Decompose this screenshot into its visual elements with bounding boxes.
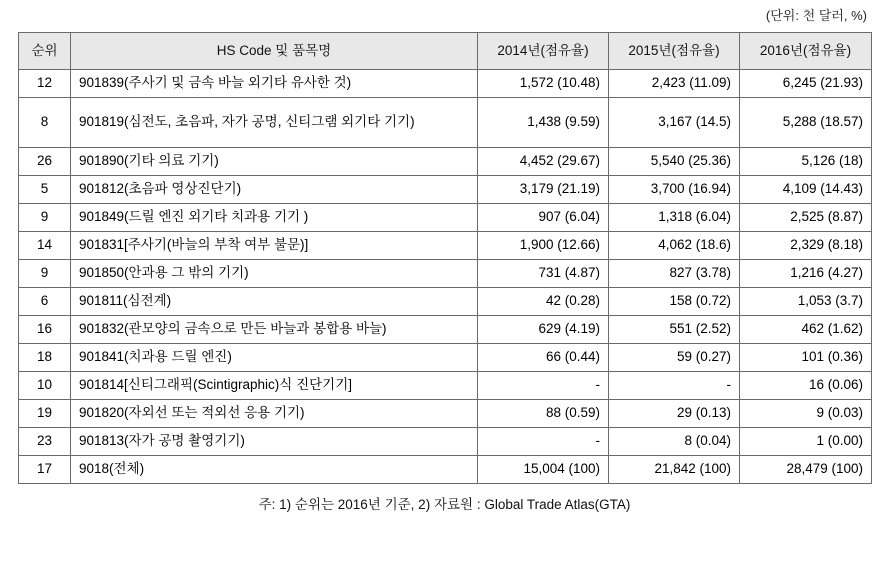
cell-name: 901811(심전계) <box>71 288 478 316</box>
cell-rank: 18 <box>19 344 71 372</box>
table-row <box>19 70 872 98</box>
column-header-rank: 순위 <box>19 33 71 70</box>
cell-2014: 1,900 (12.66) <box>478 232 609 260</box>
table-row <box>19 372 872 400</box>
table-row <box>19 98 872 148</box>
cell-2015: 5,540 (25.36) <box>609 148 740 176</box>
trade-statistics-table <box>18 32 872 484</box>
unit-note: (단위: 천 달러, %) <box>765 8 867 23</box>
cell-2016: 6,245 (21.93) <box>740 70 872 98</box>
cell-rank: 16 <box>19 316 71 344</box>
cell-2015: 1,318 (6.04) <box>609 204 740 232</box>
cell-rank: 10 <box>19 372 71 400</box>
table-row <box>19 176 872 204</box>
cell-2014: 88 (0.59) <box>478 400 609 428</box>
cell-2015: 8 (0.04) <box>609 428 740 456</box>
cell-name: 901819(심전도, 초음파, 자가 공명, 신티그램 외기타 기기) <box>71 98 478 148</box>
table-row <box>19 232 872 260</box>
cell-rank: 9 <box>19 204 71 232</box>
column-header-2016: 2016년(점유율) <box>740 33 872 70</box>
cell-2014: 907 (6.04) <box>478 204 609 232</box>
cell-name: 901814[신티그래픽(Scintigraphic)식 진단기기] <box>71 372 478 400</box>
cell-2015: 827 (3.78) <box>609 260 740 288</box>
cell-2015: 158 (0.72) <box>609 288 740 316</box>
table-body <box>19 70 872 484</box>
cell-2014: 15,004 (100) <box>478 456 609 484</box>
column-header-2015: 2015년(점유율) <box>609 33 740 70</box>
cell-2014: 4,452 (29.67) <box>478 148 609 176</box>
cell-2016: 1 (0.00) <box>740 428 872 456</box>
cell-2015: 3,700 (16.94) <box>609 176 740 204</box>
table-row <box>19 428 872 456</box>
table-row <box>19 316 872 344</box>
cell-rank: 26 <box>19 148 71 176</box>
cell-2016: 9 (0.03) <box>740 400 872 428</box>
cell-rank: 14 <box>19 232 71 260</box>
cell-name: 9018(전체) <box>71 456 478 484</box>
table-header <box>19 33 872 70</box>
cell-name: 901849(드릴 엔진 외기타 치과용 기기 ) <box>71 204 478 232</box>
table-row <box>19 400 872 428</box>
cell-name: 901812(초음파 영상진단기) <box>71 176 478 204</box>
cell-rank: 5 <box>19 176 71 204</box>
cell-2015: 2,423 (11.09) <box>609 70 740 98</box>
cell-2016: 16 (0.06) <box>740 372 872 400</box>
cell-2015: 4,062 (18.6) <box>609 232 740 260</box>
cell-2014: 1,572 (10.48) <box>478 70 609 98</box>
cell-2016: 1,053 (3.7) <box>740 288 872 316</box>
cell-name: 901890(기타 의료 기기) <box>71 148 478 176</box>
cell-2016: 101 (0.36) <box>740 344 872 372</box>
cell-2014: 42 (0.28) <box>478 288 609 316</box>
cell-2016: 462 (1.62) <box>740 316 872 344</box>
cell-2016: 1,216 (4.27) <box>740 260 872 288</box>
cell-2015: 21,842 (100) <box>609 456 740 484</box>
cell-name: 901832(관모양의 금속으로 만든 바늘과 봉합용 바늘) <box>71 316 478 344</box>
table-row <box>19 288 872 316</box>
cell-name: 901831[주사기(바늘의 부착 여부 불문)] <box>71 232 478 260</box>
cell-2014: 66 (0.44) <box>478 344 609 372</box>
cell-2014: 1,438 (9.59) <box>478 98 609 148</box>
cell-2015: - <box>609 372 740 400</box>
table-row <box>19 204 872 232</box>
cell-name: 901813(자가 공명 촬영기기) <box>71 428 478 456</box>
cell-rank: 23 <box>19 428 71 456</box>
cell-2014: 731 (4.87) <box>478 260 609 288</box>
cell-2016: 2,525 (8.87) <box>740 204 872 232</box>
cell-2015: 29 (0.13) <box>609 400 740 428</box>
cell-rank: 17 <box>19 456 71 484</box>
cell-name: 901850(안과용 그 밖의 기기) <box>71 260 478 288</box>
table-row <box>19 456 872 484</box>
table-row <box>19 260 872 288</box>
table-row <box>19 148 872 176</box>
cell-name: 901820(자외선 또는 적외선 응용 기기) <box>71 400 478 428</box>
column-header-2014: 2014년(점유율) <box>478 33 609 70</box>
cell-2015: 551 (2.52) <box>609 316 740 344</box>
cell-2015: 3,167 (14.5) <box>609 98 740 148</box>
cell-2016: 5,288 (18.57) <box>740 98 872 148</box>
cell-2015: 59 (0.27) <box>609 344 740 372</box>
cell-name: 901841(치과용 드릴 엔진) <box>71 344 478 372</box>
cell-2014: - <box>478 428 609 456</box>
cell-rank: 9 <box>19 260 71 288</box>
cell-rank: 6 <box>19 288 71 316</box>
cell-2016: 5,126 (18) <box>740 148 872 176</box>
cell-rank: 19 <box>19 400 71 428</box>
table-row <box>19 344 872 372</box>
cell-name: 901839(주사기 및 금속 바늘 외기타 유사한 것) <box>71 70 478 98</box>
cell-2016: 28,479 (100) <box>740 456 872 484</box>
cell-2014: 629 (4.19) <box>478 316 609 344</box>
table-footnote: 주: 1) 순위는 2016년 기준, 2) 자료원 : Global Trade Atlas(GTA) <box>258 497 631 512</box>
cell-2014: - <box>478 372 609 400</box>
cell-2016: 4,109 (14.43) <box>740 176 872 204</box>
table-header-row <box>19 33 872 70</box>
cell-2016: 2,329 (8.18) <box>740 232 872 260</box>
cell-rank: 8 <box>19 98 71 148</box>
cell-rank: 12 <box>19 70 71 98</box>
cell-2014: 3,179 (21.19) <box>478 176 609 204</box>
column-header-name: HS Code 및 품목명 <box>71 33 478 70</box>
